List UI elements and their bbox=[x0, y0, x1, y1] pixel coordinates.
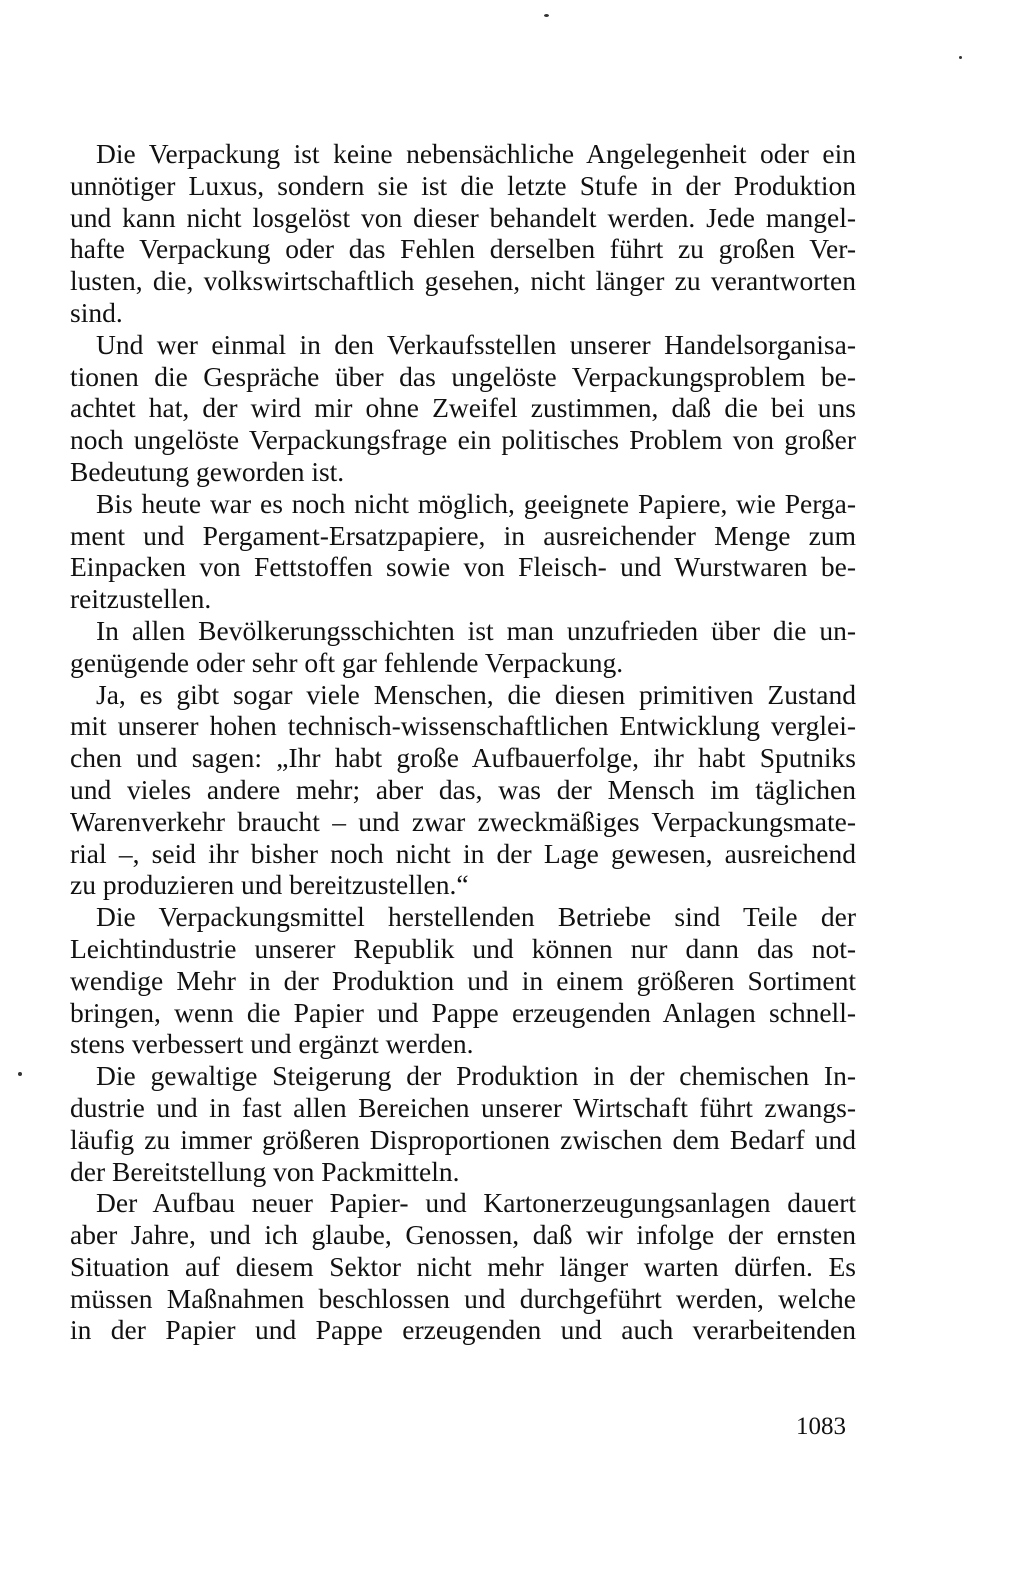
paragraph bbox=[70, 615, 856, 679]
text-line: aber Jahre, und ich glaube, Genossen, daß wir infolge der ernsten bbox=[70, 1219, 856, 1251]
text-line: Der Aufbau neuer Papier- und Kartonerzeugungsanlagen dauert bbox=[96, 1187, 856, 1219]
text-line: Leichtindustrie unserer Republik und können nur dann das not- bbox=[70, 932, 856, 964]
text-line: Warenverkehr braucht – und zwar zweckmäßiges Verpackungsmate- bbox=[70, 805, 856, 837]
text-line: achtet hat, der wird mir ohne Zweifel zustimmen, daß die bei uns bbox=[70, 392, 856, 424]
paragraph bbox=[70, 1060, 856, 1187]
text-line: und kann nicht losgelöst von dieser behandelt werden. Jede mangel- bbox=[70, 201, 856, 233]
paragraph bbox=[70, 901, 856, 1060]
text-line: dustrie und in fast allen Bereichen unserer Wirtschaft führt zwangs- bbox=[70, 1091, 856, 1123]
text-line: Die Verpackung ist keine nebensächliche Angelegenheit oder ein bbox=[96, 138, 856, 169]
text-line: hafte Verpackung oder das Fehlen derselben führt zu großen Ver- bbox=[70, 233, 856, 265]
text-line: bringen, wenn die Papier und Pappe erzeugenden Anlagen schnell- bbox=[70, 996, 856, 1028]
page-number: 1083 bbox=[796, 1413, 846, 1440]
text-line: Bis heute war es noch nicht möglich, geeignete Papiere, wie Perga- bbox=[96, 487, 856, 519]
text-line: in der Papier und Pappe erzeugenden und auch verarbeitenden bbox=[70, 1314, 856, 1346]
text-line: rial –, seid ihr bisher noch nicht in der Lage gewesen, ausreichend bbox=[70, 837, 856, 869]
body-text bbox=[70, 138, 856, 1346]
text-line: reitzustellen. bbox=[70, 583, 212, 615]
text-line: Die Verpackungsmittel herstellenden Betriebe sind Teile der bbox=[96, 901, 856, 933]
text-line: Situation auf diesem Sektor nicht mehr länger warten dürfen. Es bbox=[70, 1250, 856, 1282]
paragraph bbox=[70, 488, 856, 615]
text-line: stens verbessert und ergänzt werden. bbox=[70, 1028, 474, 1060]
text-line: der Bereitstellung von Packmitteln. bbox=[70, 1155, 460, 1187]
paragraph bbox=[70, 1187, 856, 1346]
paragraph bbox=[70, 329, 856, 488]
text-line: lusten, die, volkswirtschaftlich gesehen, nicht länger zu verantworten bbox=[70, 265, 856, 297]
text-line: ment und Pergament-Ersatzpapiere, in ausreichender Menge zum bbox=[70, 519, 856, 551]
text-line: unnötiger Luxus, sondern sie ist die letzte Stufe in der Produktion bbox=[70, 169, 856, 201]
text-line: In allen Bevölkerungsschichten ist man unzufrieden über die un- bbox=[96, 614, 856, 646]
text-line: genügende oder sehr oft gar fehlende Verpackung. bbox=[70, 646, 624, 678]
paragraph bbox=[70, 138, 856, 329]
text-line: sind. bbox=[70, 296, 123, 328]
text-line: tionen die Gespräche über das ungelöste Verpackungsproblem be- bbox=[70, 360, 856, 392]
text-line: Einpacken von Fettstoffen sowie von Fleisch- und Wurstwaren be- bbox=[70, 551, 856, 583]
speck-mark bbox=[18, 1072, 22, 1076]
speck-mark bbox=[959, 56, 962, 59]
text-line: zu produzieren und bereitzustellen.“ bbox=[70, 869, 469, 901]
text-line: noch ungelöste Verpackungsfrage ein politisches Problem von großer bbox=[70, 424, 856, 456]
text-line: läufig zu immer größeren Disproportionen zwischen dem Bedarf und bbox=[70, 1123, 856, 1155]
text-line: mit unserer hohen technisch-wissenschaftlichen Entwicklung verglei- bbox=[70, 710, 856, 742]
speck-mark bbox=[544, 14, 549, 17]
text-line: Und wer einmal in den Verkaufsstellen unserer Handelsorganisa- bbox=[96, 328, 856, 360]
text-line: chen und sagen: „Ihr habt große Aufbauerfolge, ihr habt Sputniks bbox=[70, 742, 856, 774]
text-line: Ja, es gibt sogar viele Menschen, die diesen primitiven Zustand bbox=[96, 678, 856, 710]
text-line: Die gewaltige Steigerung der Produktion in der chemischen In- bbox=[96, 1060, 856, 1092]
text-line: und vieles andere mehr; aber das, was der Mensch im täglichen bbox=[70, 773, 856, 805]
text-line: Bedeutung geworden ist. bbox=[70, 455, 345, 487]
paragraph bbox=[70, 679, 856, 902]
text-line: müssen Maßnahmen beschlossen und durchgeführt werden, welche bbox=[70, 1282, 856, 1314]
text-line: wendige Mehr in der Produktion und in einem größeren Sortiment bbox=[70, 964, 856, 996]
